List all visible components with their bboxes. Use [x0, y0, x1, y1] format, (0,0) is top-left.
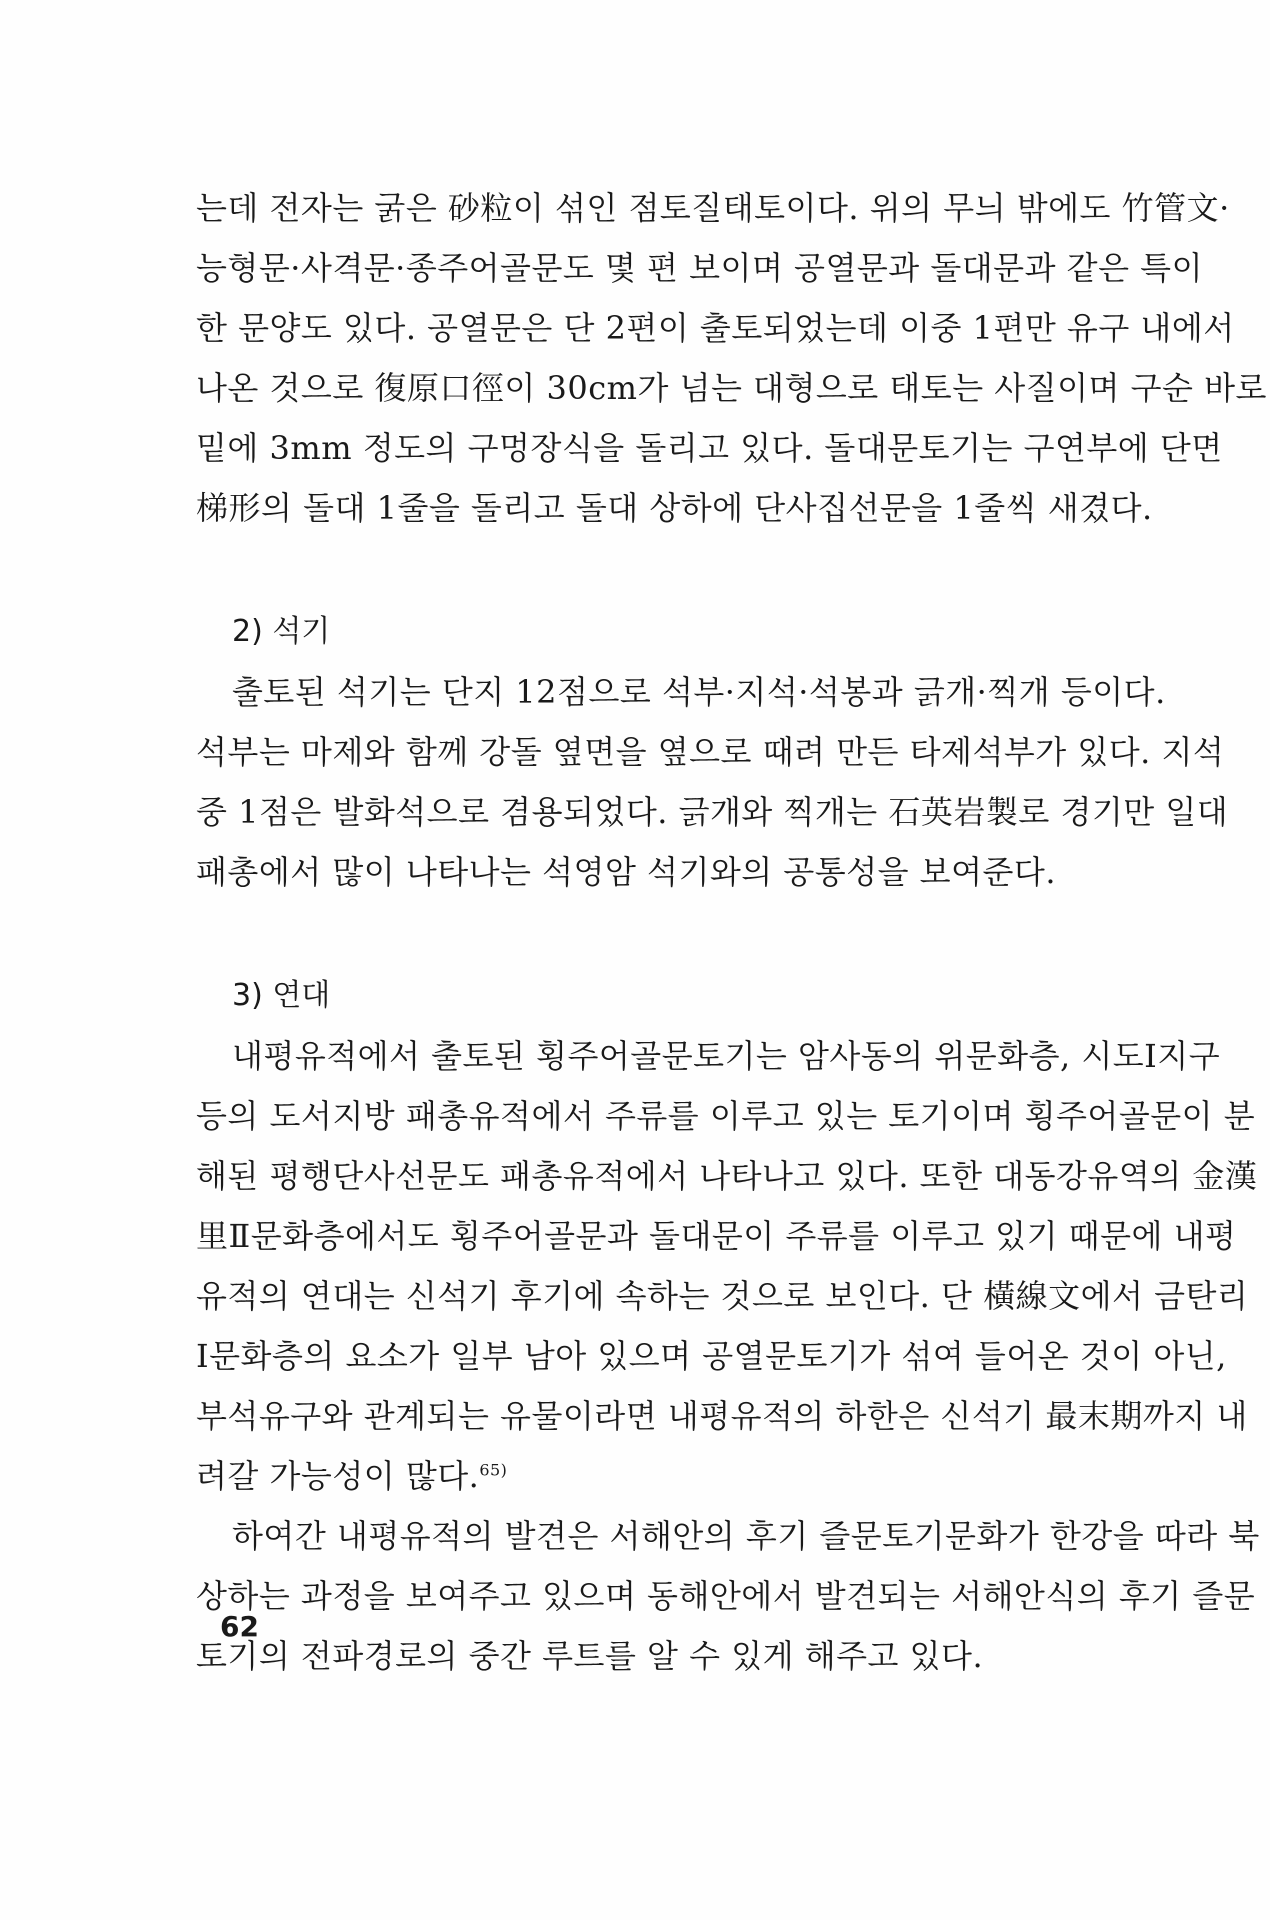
text-line-with-footnote — [196, 1446, 1116, 1506]
text-line: 는데 전자는 굵은 砂粒이 섞인 점토질태토이다. 위의 무늬 밖에도 竹管文· — [196, 189, 1230, 227]
page-body — [196, 178, 1267, 1686]
text-line: 능형문·사격문·종주어골문도 몇 편 보이며 공열문과 돌대문과 같은 특이 — [196, 249, 1203, 287]
text-line: 한 문양도 있다. 공열문은 단 2편이 출토되었는데 이중 1편만 유구 내에서 — [196, 309, 1235, 347]
text-line: 부석유구와 관계되는 유물이라면 내평유적의 하한은 신석기 最末期까지 내 — [196, 1397, 1248, 1435]
text-line: Ⅰ문화층의 요소가 일부 남아 있으며 공열문토기가 섞여 들어온 것이 아닌, — [196, 1337, 1227, 1375]
text-line: 내평유적에서 출토된 횡주어골문토기는 암사동의 위문화층, 시도Ⅰ지구 — [232, 1037, 1221, 1075]
section-heading-stone-tools: 2) 석기 — [232, 614, 331, 649]
text-line: 상하는 과정을 보여주고 있으며 동해안에서 발견되는 서해안식의 후기 즐문 — [196, 1577, 1256, 1615]
text-line: 하여간 내평유적의 발견은 서해안의 후기 즐문토기문화가 한강을 따라 북 — [232, 1517, 1260, 1555]
text-line: 토기의 전파경로의 중간 루트를 알 수 있게 해주고 있다. — [196, 1637, 984, 1675]
paragraph-conclusion — [196, 1506, 1260, 1686]
text-line: 해된 평행단사선문도 패총유적에서 나타나고 있다. 또한 대동강유역의 金漢 — [196, 1157, 1258, 1195]
text-line: 梯形의 돌대 1줄을 돌리고 돌대 상하에 단사집선문을 1줄씩 새겼다. — [196, 489, 1153, 527]
paragraph-stone-tools — [196, 662, 1229, 902]
paragraph-pottery — [196, 178, 1267, 538]
text-line: 석부는 마제와 함께 강돌 옆면을 옆으로 때려 만든 타제석부가 있다. 지석 — [196, 733, 1225, 771]
text-line: 밑에 3mm 정도의 구멍장식을 돌리고 있다. 돌대문토기는 구연부에 단면 — [196, 429, 1223, 467]
section-heading-chronology: 3) 연대 — [232, 978, 331, 1013]
text-line: 려갈 가능성이 많다. — [196, 1457, 480, 1495]
text-line: 출토된 석기는 단지 12점으로 석부·지석·석봉과 긁개·찍개 등이다. — [232, 673, 1166, 711]
text-line: 里Ⅱ문화층에서도 횡주어골문과 돌대문이 주류를 이루고 있기 때문에 내평 — [196, 1217, 1237, 1255]
page-number: 62 — [220, 1610, 259, 1643]
text-line: 패총에서 많이 나타나는 석영암 석기와의 공통성을 보여준다. — [196, 853, 1057, 891]
text-line: 나온 것으로 復原口徑이 30cm가 넘는 대형으로 태토는 사질이며 구순 바로 — [196, 369, 1267, 407]
text-line: 중 1점은 발화석으로 겸용되었다. 긁개와 찍개는 石英岩製로 경기만 일대 — [196, 793, 1229, 831]
text-line: 유적의 연대는 신석기 후기에 속하는 것으로 보인다. 단 橫線文에서 금탄리 — [196, 1277, 1249, 1315]
text-line: 등의 도서지방 패총유적에서 주류를 이루고 있는 토기이며 횡주어골문이 분 — [196, 1097, 1256, 1135]
footnote-marker: 65) — [479, 1460, 508, 1480]
paragraph-chronology — [196, 1026, 1258, 1506]
